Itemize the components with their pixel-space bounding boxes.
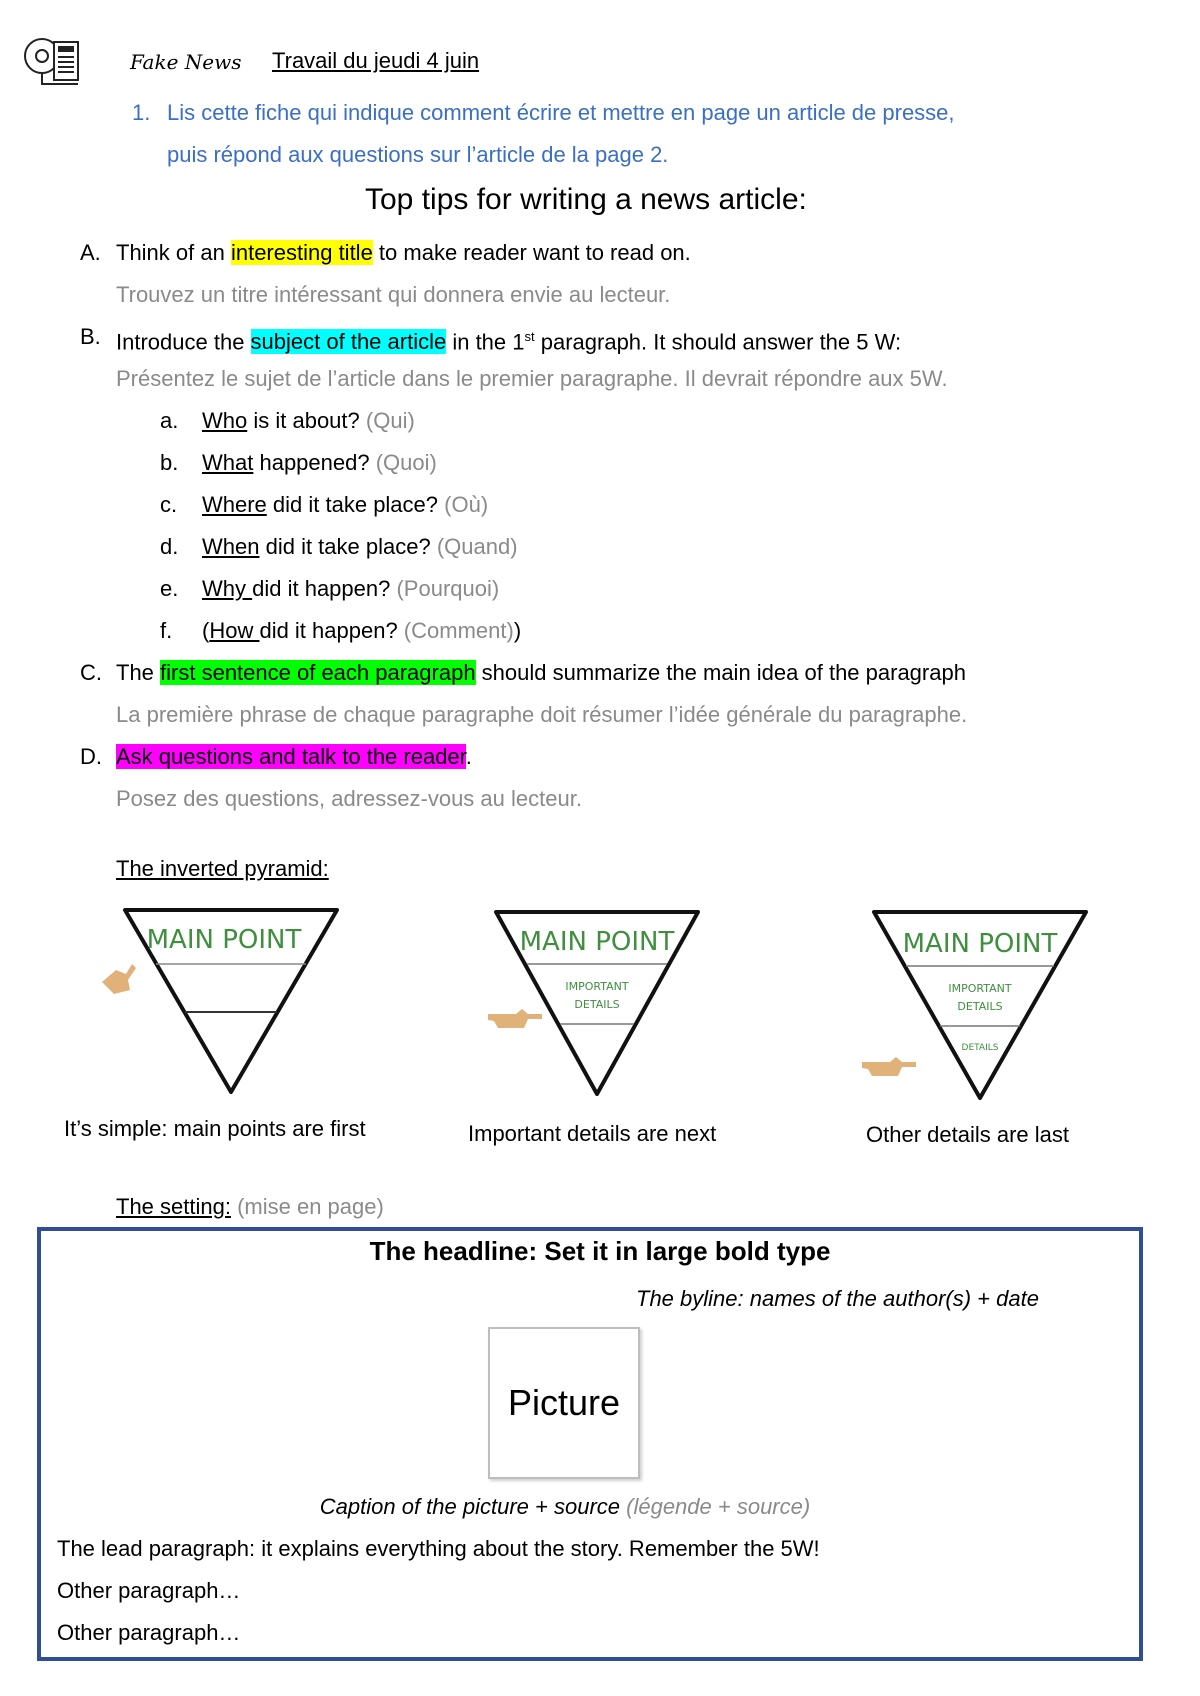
pyramid-2-details: DETAILS: [574, 998, 620, 1011]
layout-other-paragraph-1: Other paragraph…: [57, 1578, 241, 1603]
tip-b-post1: in the 1: [446, 329, 525, 355]
tip-d-letter: D.: [80, 744, 102, 769]
pyramid-diagram-2: [482, 904, 712, 1104]
pyramid-caption-1: It’s simple: main points are first: [64, 1116, 366, 1141]
setting-heading-row: [116, 1194, 384, 1220]
pyramid-diagram-1: [100, 902, 350, 1102]
tip-b-post2: paragraph. It should answer the 5 W:: [534, 329, 902, 355]
w-question-item: [160, 492, 488, 518]
pointing-hand-icon: [488, 1006, 544, 1032]
w-question-text: did it take place?: [266, 492, 445, 517]
layout-caption: Caption of the picture + source: [319, 1494, 627, 1519]
layout-caption-row: [0, 1494, 1130, 1520]
w-question-translation: (Comment): [403, 618, 514, 643]
w-question-letter: e.: [160, 576, 179, 601]
tip-d-text: [116, 744, 472, 770]
tip-a-translation: Trouvez un titre intéressant qui donnera envie au lecteur.: [116, 282, 671, 307]
w-question-translation: (Quoi): [375, 450, 437, 475]
layout-byline: The byline: names of the author(s) + date: [636, 1286, 1039, 1311]
pyramid-3-other-details: DETAILS: [961, 1043, 999, 1053]
w-question-keyword: Who: [202, 408, 248, 433]
w-question-text: did it happen?: [252, 576, 397, 601]
w-question-item: [160, 408, 415, 434]
tip-c-pre: The: [116, 660, 161, 685]
subject-label: Fake News: [130, 50, 242, 74]
w-question-item: [160, 618, 521, 644]
pyramid-caption-2: Important details are next: [468, 1121, 717, 1146]
tip-d-highlight: Ask questions and talk to the reader: [116, 744, 466, 769]
tip-b-sup: st: [524, 329, 535, 344]
tip-d-post: .: [465, 744, 472, 769]
w-question-keyword: Why: [202, 576, 253, 601]
newspaper-icon: [22, 36, 84, 88]
instruction-line-1: Lis cette fiche qui indique comment écrire et mettre en page un article de presse,: [167, 100, 955, 125]
pointing-hand-icon: [102, 964, 136, 994]
tip-b-letter: B.: [80, 324, 101, 349]
tip-c-text: [116, 660, 966, 686]
pyramid-3-important: IMPORTANT: [948, 982, 1012, 995]
tip-c-post: should summarize the main idea of the paragraph: [475, 660, 966, 685]
w-question-keyword: When: [202, 534, 260, 559]
pyramid-2-main-point: MAIN POINT: [519, 927, 675, 957]
tip-c-letter: C.: [80, 660, 102, 685]
w-question-letter: a.: [160, 408, 179, 433]
instruction-line-2: puis répond aux questions sur l’article de la page 2.: [167, 142, 669, 167]
tip-a-pre: Think of an: [116, 240, 231, 265]
tip-a-letter: A.: [80, 240, 101, 265]
tip-b-text: [116, 324, 901, 355]
w-question-letter: c.: [160, 492, 178, 517]
tip-a-post: to make reader want to read on.: [372, 240, 691, 265]
w-question-item: [160, 534, 518, 560]
w-question-item: [160, 450, 437, 476]
w-question-text: did it happen?: [259, 618, 404, 643]
pyramid-3-details: DETAILS: [957, 1000, 1003, 1013]
tip-b-highlight: subject of the article: [250, 329, 447, 355]
assignment-title: Travail du jeudi 4 juin: [272, 48, 480, 73]
tip-b-pre: Introduce the: [116, 329, 251, 355]
w-question-keyword: How: [209, 618, 260, 643]
w-question-text: did it take place?: [259, 534, 437, 559]
w-question-translation: (Pourquoi): [396, 576, 500, 601]
pyramid-heading: The inverted pyramid:: [116, 856, 329, 881]
setting-heading-translation: (mise en page): [237, 1194, 384, 1219]
tip-a-text: [116, 240, 691, 266]
tip-b-translation: Présentez le sujet de l’article dans le premier paragraphe. Il devrait répondre aux 5W.: [116, 366, 948, 391]
layout-picture-placeholder: [488, 1327, 640, 1479]
w-question-keyword: Where: [202, 492, 267, 517]
pointing-hand-icon: [862, 1054, 918, 1080]
w-question-text: happened?: [253, 450, 376, 475]
setting-heading: The setting:: [116, 1194, 231, 1219]
layout-lead-paragraph: The lead paragraph: it explains everything about the story. Remember the 5W!: [57, 1536, 820, 1561]
w-question-translation: (Quand): [436, 534, 518, 559]
w-question-letter: d.: [160, 534, 179, 559]
w-question-letter: f.: [160, 618, 173, 643]
w-question-open-paren: (: [202, 618, 210, 643]
layout-picture-label: Picture: [507, 1382, 621, 1423]
w-question-keyword: What: [202, 450, 254, 475]
pyramid-caption-3: Other details are last: [866, 1122, 1069, 1147]
tip-c-highlight: first sentence of each paragraph: [160, 660, 476, 685]
layout-other-paragraph-2: Other paragraph…: [57, 1620, 241, 1645]
w-question-letter: b.: [160, 450, 179, 475]
pyramid-2-important: IMPORTANT: [565, 980, 629, 993]
tip-a-highlight: interesting title: [230, 240, 373, 265]
w-question-text: is it about?: [247, 408, 366, 433]
layout-headline: The headline: Set it in large bold type: [369, 1236, 831, 1266]
instruction-number: 1.: [132, 100, 151, 125]
page-title: Top tips for writing a news article:: [365, 183, 807, 216]
w-question-close-paren: ): [513, 618, 522, 643]
tip-d-translation: Posez des questions, adressez-vous au lecteur.: [116, 786, 582, 811]
w-question-item: [160, 576, 499, 602]
w-question-translation: (Qui): [365, 408, 415, 433]
layout-caption-translation: (légende + source): [626, 1494, 811, 1519]
pyramid-1-main-point: MAIN POINT: [146, 925, 302, 955]
tip-c-translation: La première phrase de chaque paragraphe doit résumer l’idée générale du paragraphe.: [116, 702, 968, 727]
w-question-translation: (Où): [444, 492, 489, 517]
pyramid-3-main-point: MAIN POINT: [902, 929, 1058, 959]
